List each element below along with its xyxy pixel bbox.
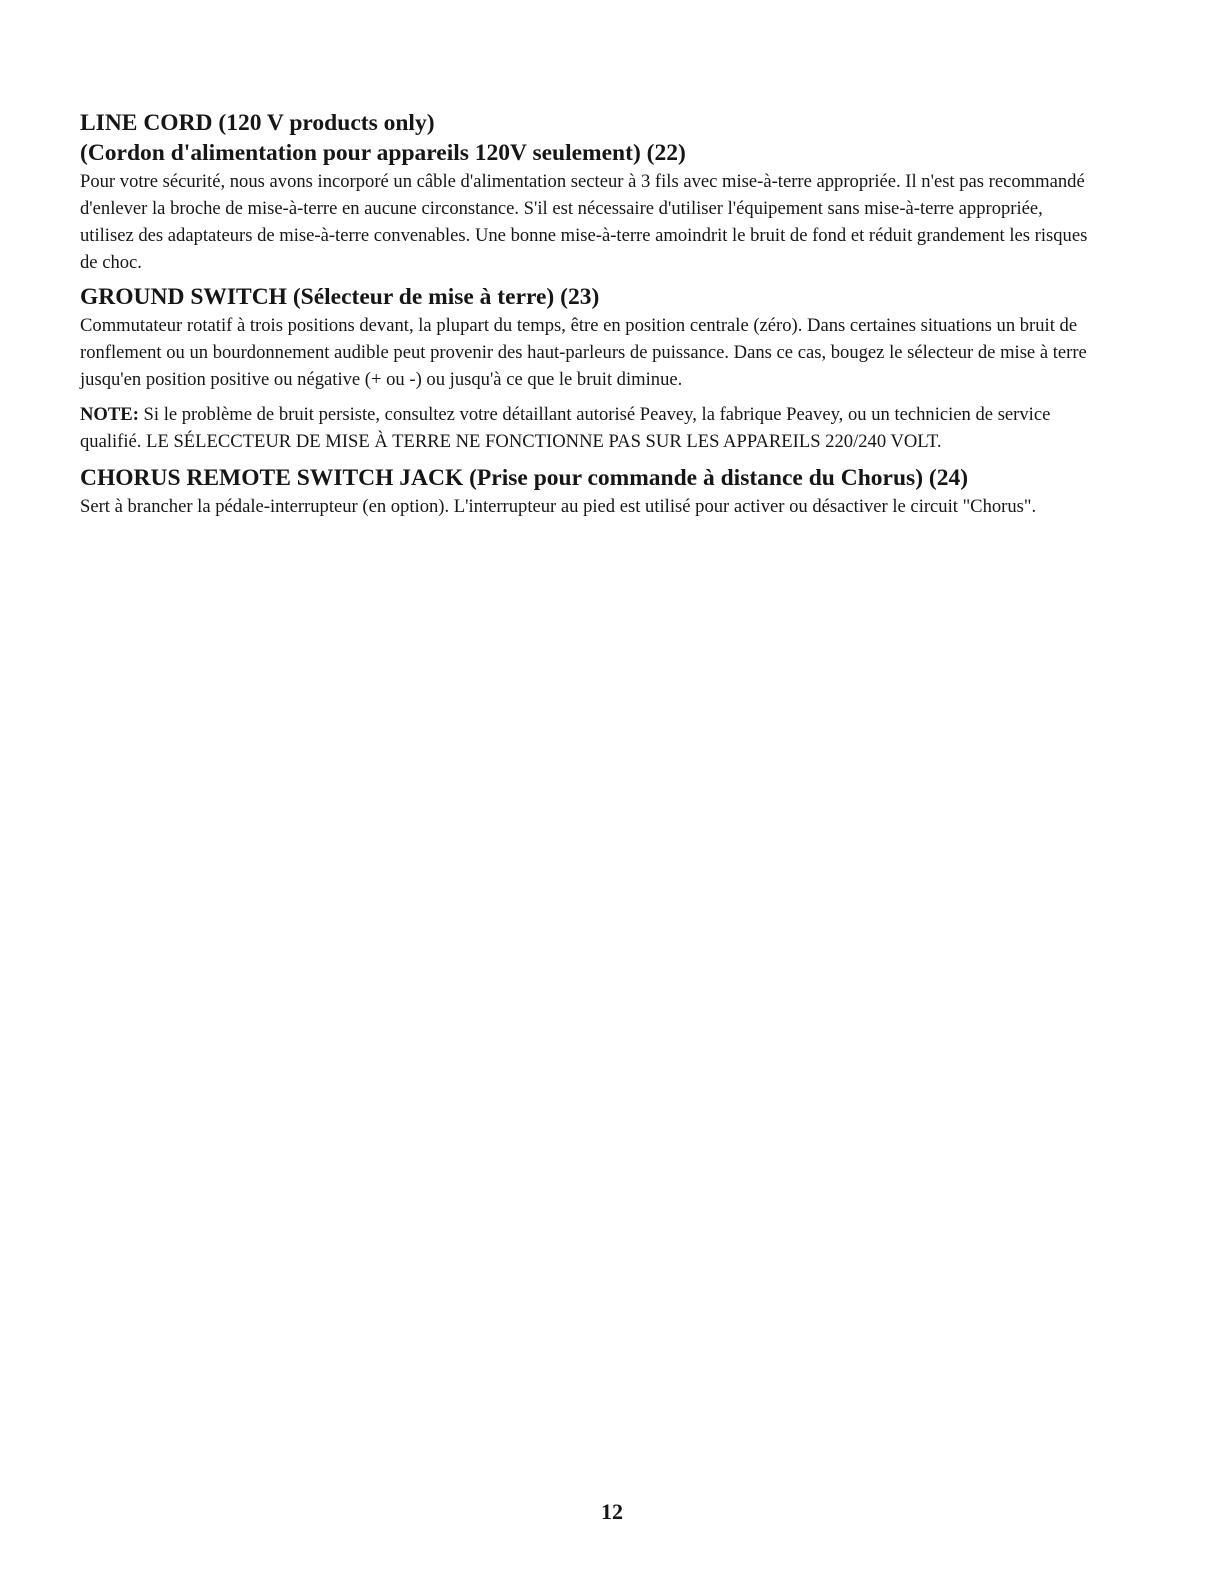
section-heading-ground-switch: GROUND SWITCH (Sélecteur de mise à terre) (23) (80, 284, 600, 310)
section-subheading-line-cord: (Cordon d'alimentation pour appareils 120V seulement) (22) (80, 140, 686, 166)
section-heading-chorus-remote: CHORUS REMOTE SWITCH JACK (Prise pour commande à distance du Chorus) (24) (80, 465, 969, 491)
section-ground-switch (80, 282, 1090, 455)
section-body-chorus-remote: Sert à brancher la pédale-interrupteur (en option). L'interrupteur au pied est utilisé pour activer ou désactiver le circuit "Chorus". (80, 496, 1037, 517)
section-line-cord (80, 108, 1090, 276)
note-text: Si le problème de bruit persiste, consultez votre détaillant autorisé Peavey, la fabrique Peavey, ou un technicien de service qualifié. LE SÉLECCTEUR DE MISE À TERRE NE FONCTIONNE PAS SUR LES APPAREILS 220/240 VOLT. (80, 404, 1051, 452)
section-heading-line-cord: LINE CORD (120 V products only) (80, 110, 435, 136)
section-body-ground-switch: Commutateur rotatif à trois positions devant, la plupart du temps, être en position centrale (zéro). Dans certaines situations un bruit de ronflement ou un bourdonnement audible peut provenir des haut-parleurs de puissance. Dans ce cas, bougez le sélecteur de mise à terre jusqu'en position positive ou négative (+ ou -) ou jusqu'à ce que le bruit diminue. (80, 315, 1087, 390)
note-label: NOTE: (80, 404, 139, 425)
section-body-line-cord: Pour votre sécurité, nous avons incorporé un câble d'alimentation secteur à 3 fils avec mise-à-terre appropriée. Il n'est pas recommandé d'enlever la broche de mise-à-terre en aucune circonstance. S'il est nécessaire d'utiliser l'équipement sans mise-à-terre appropriée, utilisez des adaptateurs de mise-à-terre convenables. Une bonne mise-à-terre amoindrit le bruit de fond et réduit grandement les risques de choc. (80, 171, 1088, 273)
document-page (80, 108, 1090, 520)
note-paragraph (80, 401, 1090, 455)
section-chorus-remote (80, 463, 1090, 520)
page-number: 12 (601, 1499, 623, 1524)
